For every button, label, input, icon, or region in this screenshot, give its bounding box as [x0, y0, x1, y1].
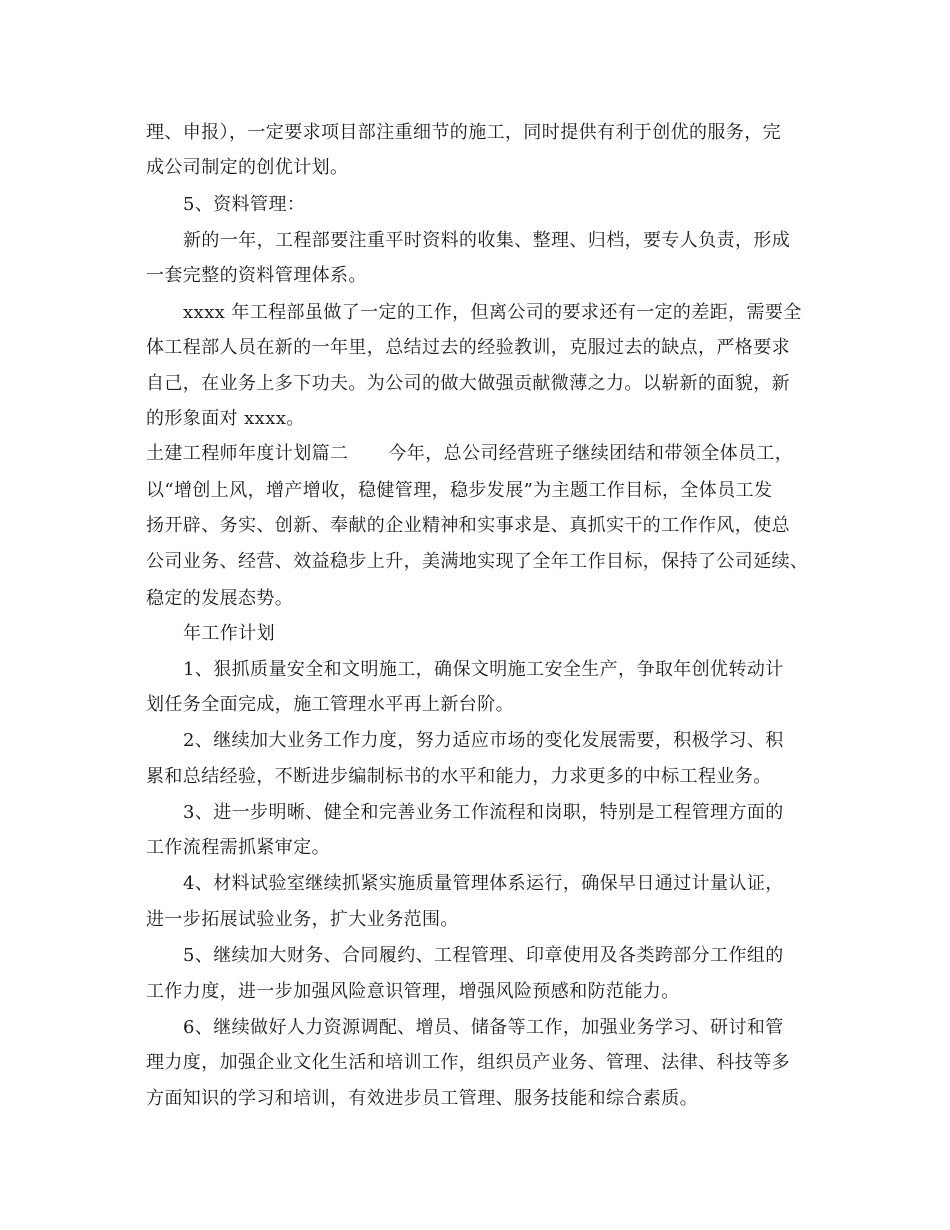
text-line: 自己，在业务上多下功夫。为公司的做大做强贡献微薄之力。以崭新的面貌，新 [146, 373, 790, 394]
text-line: 理力度，加强企业文化生活和培训工作，组织员产业务、管理、法律、科技等多 [146, 1052, 790, 1073]
section-title: 土建工程师年度计划篇二 [146, 443, 349, 464]
text-line: 方面知识的学习和培训，有效进步员工管理、服务技能和综合素质。 [146, 1088, 698, 1109]
text-line: 扬开辟、务实、创新、奉献的企业精神和实事求是、真抓实干的工作作风，使总 [146, 515, 790, 536]
text-line: 划任务全面完成，施工管理水平再上新台阶。 [146, 694, 514, 715]
text-line: 2、继续加大业务工作力度，努力适应市场的变化发展需要，积极学习、积 [183, 730, 784, 751]
text-line: 进一步拓展试验业务，扩大业务范围。 [146, 909, 459, 930]
text-line: 累和总结经验，不断进步编制标书的水平和能力，力求更多的中标工程业务。 [146, 766, 772, 787]
text-line: 5、资料管理： [183, 194, 306, 215]
text-line: 成公司制定的创优计划。 [146, 157, 349, 178]
text-line: 一套完整的资料管理体系。 [146, 265, 367, 286]
text-line: 公司业务、经营、效益稳步上升，美满地实现了全年工作目标，保持了公司延续、 [146, 551, 809, 572]
text-line: xxxx 年工程部虽做了一定的工作，但离公司的要求还有一定的差距，需要全 [183, 302, 802, 323]
text-line: 6、继续做好人力资源调配、增员、储备等工作，加强业务学习、研讨和管 [183, 1017, 784, 1038]
text-line: 理、申报），一定要求项目部注重细节的施工，同时提供有利于创优的服务，完 [146, 122, 781, 143]
text-line: 工作力度，进一步加强风险意识管理，增强风险预感和防范能力。 [146, 981, 680, 1002]
text-line: 1、狠抓质量安全和文明施工，确保文明施工安全生产，争取年创优转动计 [183, 659, 784, 680]
text-line: 5、继续加大财务、合同履约、工程管理、印章使用及各类跨部分工作组的 [183, 945, 784, 966]
text-line: 今年，总公司经营班子继续团结和带领全体员工， [388, 443, 794, 464]
text-line: 4、材料试验室继续抓紧实施质量管理体系运行，确保早日通过计量认证， [183, 873, 784, 894]
text-line: 稳定的发展态势。 [146, 588, 294, 609]
text-line: 3、进一步明晰、健全和完善业务工作流程和岗职，特别是工程管理方面的 [183, 802, 784, 823]
text-line: 新的一年，工程部要注重平时资料的收集、整理、归档，要专人负责，形成 [183, 230, 791, 251]
text-line: 年工作计划 [183, 623, 275, 644]
text-line: 工作流程需抓紧审定。 [146, 837, 330, 858]
text-line: 以“增创上风，增产增收，稳健管理，稳步发展”为主题工作目标，全体员工发 [146, 480, 773, 501]
section-heading-line [146, 442, 793, 466]
text-line: 的形象面对 xxxx。 [146, 408, 305, 429]
text-line: 体工程部人员在新的一年里，总结过去的经验教训，克服过去的缺点，严格要求 [146, 337, 790, 358]
